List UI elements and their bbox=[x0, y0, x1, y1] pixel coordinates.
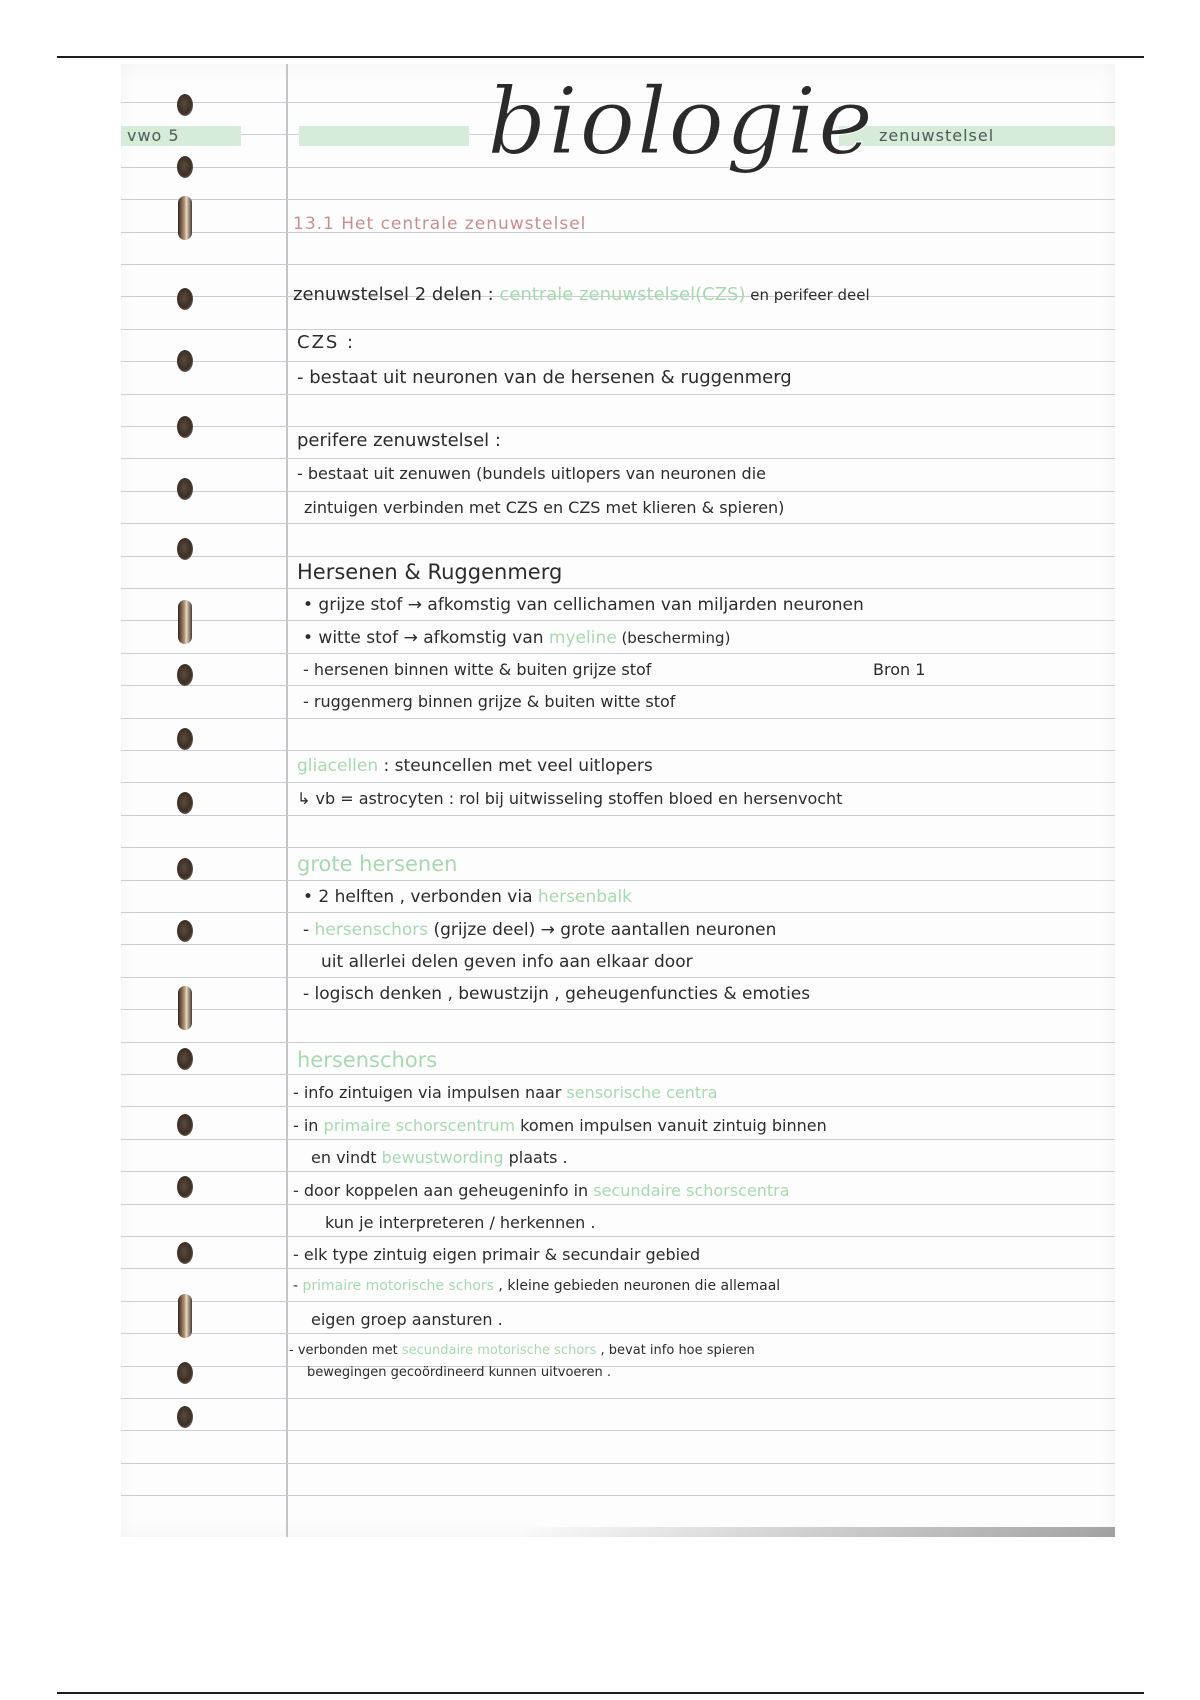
binder-hole bbox=[177, 920, 193, 942]
highlighted-term: hersenschors bbox=[314, 920, 429, 940]
binder-hole bbox=[178, 196, 192, 240]
note-line bbox=[293, 1118, 827, 1134]
ruled-line bbox=[121, 1333, 1115, 1334]
note-line: eigen groep aansturen . bbox=[311, 1310, 503, 1329]
binder-hole bbox=[177, 664, 193, 686]
ruled-line bbox=[121, 232, 1115, 233]
note-line bbox=[297, 758, 653, 775]
note-text: - in bbox=[293, 1116, 324, 1135]
ruled-line bbox=[121, 977, 1115, 978]
note-line bbox=[303, 630, 730, 647]
ruled-line bbox=[121, 199, 1115, 200]
note-line: - elk type zintuig eigen primair & secundair gebied bbox=[293, 1245, 701, 1264]
note-line: CZS : bbox=[297, 332, 356, 353]
ruled-line bbox=[121, 1268, 1115, 1269]
note-line bbox=[293, 1279, 780, 1293]
binder-hole bbox=[177, 350, 193, 372]
note-text: : steuncellen met veel uitlopers bbox=[378, 756, 653, 776]
binder-hole bbox=[177, 288, 193, 310]
highlighted-term: secundaire schorscentra bbox=[593, 1181, 790, 1200]
class-label: vwo 5 bbox=[127, 126, 180, 145]
ruled-line bbox=[121, 1074, 1115, 1075]
ruled-line bbox=[121, 880, 1115, 881]
ruled-line bbox=[121, 782, 1115, 783]
note-line: - logisch denken , bewustzijn , geheugenfuncties & emoties bbox=[303, 984, 811, 1004]
note-text: en vindt bbox=[311, 1148, 382, 1167]
binder-hole bbox=[177, 1406, 193, 1428]
ruled-line bbox=[121, 1139, 1115, 1140]
note-text: plaats . bbox=[503, 1148, 568, 1167]
ruled-line bbox=[121, 1009, 1115, 1010]
topic-label: zenuwstelsel bbox=[879, 126, 995, 145]
ruled-line bbox=[121, 815, 1115, 816]
binder-hole bbox=[177, 1362, 193, 1384]
note-line: - bestaat uit zenuwen (bundels uitlopers van neuronen die bbox=[297, 464, 766, 483]
ruled-line bbox=[121, 1171, 1115, 1172]
title-band-left bbox=[299, 126, 469, 146]
top-page-rule bbox=[57, 56, 1144, 58]
note-text: komen impulsen vanuit zintuig binnen bbox=[515, 1116, 827, 1135]
note-line bbox=[289, 1344, 755, 1357]
binder-hole bbox=[177, 858, 193, 880]
note-line bbox=[303, 922, 776, 939]
ruled-line bbox=[121, 718, 1115, 719]
ruled-line bbox=[121, 426, 1115, 427]
ruled-line bbox=[121, 458, 1115, 459]
note-line: - ruggenmerg binnen grijze & buiten witte stof bbox=[303, 692, 676, 711]
binder-hole bbox=[177, 478, 193, 500]
note-text: - verbonden met bbox=[289, 1343, 402, 1358]
highlighted-term: primaire schorscentrum bbox=[323, 1116, 516, 1135]
note-line bbox=[303, 889, 632, 906]
note-line: - hersenen binnen witte & buiten grijze stof bbox=[303, 660, 652, 679]
note-text: , kleine gebieden neuronen die allemaal bbox=[493, 1278, 781, 1294]
note-text: - info zintuigen via impulsen naar bbox=[293, 1083, 567, 1102]
ruled-line bbox=[121, 620, 1115, 621]
binder-hole bbox=[178, 600, 192, 644]
note-line bbox=[293, 1183, 790, 1199]
binder-hole bbox=[177, 1048, 193, 1070]
highlighted-term: secundaire motorische schors bbox=[401, 1343, 597, 1358]
ruled-line bbox=[121, 1204, 1115, 1205]
subheading: Hersenen & Ruggenmerg bbox=[297, 560, 563, 584]
ruled-line bbox=[121, 653, 1115, 654]
ruled-line bbox=[121, 1398, 1115, 1399]
binder-hole bbox=[177, 156, 193, 178]
note-line: kun je interpreteren / herkennen . bbox=[325, 1213, 596, 1232]
ruled-line bbox=[121, 750, 1115, 751]
binder-hole bbox=[177, 792, 193, 814]
binder-hole bbox=[177, 1242, 193, 1264]
ruled-line bbox=[121, 1463, 1115, 1464]
note-text: • 2 helften , verbonden via bbox=[303, 887, 538, 907]
note-text: (grijze deel) → grote aantallen neuronen bbox=[428, 920, 777, 940]
page-title: biologie bbox=[487, 68, 875, 175]
notebook-page bbox=[121, 64, 1115, 1537]
binder-hole bbox=[177, 728, 193, 750]
note-line: uit allerlei delen geven info aan elkaar door bbox=[321, 952, 693, 972]
ruled-line bbox=[121, 1430, 1115, 1431]
ruled-line bbox=[121, 361, 1115, 362]
binder-hole bbox=[177, 1176, 193, 1198]
highlighted-term: bewustwording bbox=[381, 1148, 504, 1167]
source-ref: Bron 1 bbox=[873, 660, 926, 679]
margin-line bbox=[286, 64, 288, 1537]
note-line bbox=[311, 1150, 568, 1166]
highlighted-term: sensorische centra bbox=[566, 1083, 718, 1102]
note-line: perifere zenuwstelsel : bbox=[297, 430, 501, 451]
section-heading: 13.1 Het centrale zenuwstelsel bbox=[293, 214, 587, 234]
note-text: - door koppelen aan geheugeninfo in bbox=[293, 1181, 594, 1200]
highlighted-term: myeline bbox=[548, 628, 617, 648]
ruled-line bbox=[121, 394, 1115, 395]
note-text: - bbox=[293, 1278, 303, 1294]
ruled-line bbox=[121, 264, 1115, 265]
ruled-line bbox=[121, 1236, 1115, 1237]
note-line bbox=[293, 1085, 718, 1101]
ruled-line bbox=[121, 912, 1115, 913]
ruled-line bbox=[121, 1301, 1115, 1302]
ruled-line bbox=[121, 1042, 1115, 1043]
binder-hole bbox=[177, 94, 193, 116]
subheading: grote hersenen bbox=[297, 852, 458, 876]
subheading: hersenschors bbox=[297, 1048, 438, 1072]
note-text: • witte stof → afkomstig van bbox=[303, 628, 549, 648]
note-text: en perifeer deel bbox=[745, 286, 870, 304]
note-line: - bestaat uit neuronen van de hersenen & ruggenmerg bbox=[297, 367, 792, 388]
ruled-line bbox=[121, 1495, 1115, 1496]
bottom-page-rule bbox=[57, 1692, 1144, 1694]
note-text: (bescherming) bbox=[616, 629, 731, 647]
note-line: • grijze stof → afkomstig van cellichamen van miljarden neuronen bbox=[303, 595, 864, 615]
note-line bbox=[293, 286, 870, 304]
binder-hole bbox=[177, 416, 193, 438]
binder-hole bbox=[178, 1294, 192, 1338]
note-text: zenuwstelsel 2 delen : bbox=[293, 284, 500, 305]
note-line: zintuigen verbinden met CZS en CZS met klieren & spieren) bbox=[304, 498, 785, 517]
ruled-line bbox=[121, 556, 1115, 557]
binder-hole bbox=[177, 538, 193, 560]
note-text: , bevat info hoe spieren bbox=[596, 1343, 755, 1358]
ruled-line bbox=[121, 847, 1115, 848]
ruled-line bbox=[121, 588, 1115, 589]
note-text: - bbox=[303, 920, 315, 940]
ruled-line bbox=[121, 944, 1115, 945]
ruled-line bbox=[121, 523, 1115, 524]
ruled-line bbox=[121, 329, 1115, 330]
highlighted-term: centrale zenuwstelsel(CZS) bbox=[499, 284, 746, 305]
page-edge-shadow bbox=[521, 1527, 1115, 1537]
ruled-line bbox=[121, 1366, 1115, 1367]
highlighted-term: hersenbalk bbox=[537, 887, 633, 907]
binder-hole bbox=[178, 986, 192, 1030]
note-line: ↳ vb = astrocyten : rol bij uitwisseling stoffen bloed en hersenvocht bbox=[297, 789, 843, 808]
highlighted-term: gliacellen bbox=[297, 756, 379, 776]
ruled-line bbox=[121, 685, 1115, 686]
ruled-line bbox=[121, 491, 1115, 492]
ruled-line bbox=[121, 1106, 1115, 1107]
highlighted-term: primaire motorische schors bbox=[302, 1278, 494, 1294]
note-line: bewegingen gecoördineerd kunnen uitvoeren . bbox=[307, 1365, 611, 1380]
binder-hole bbox=[177, 1114, 193, 1136]
